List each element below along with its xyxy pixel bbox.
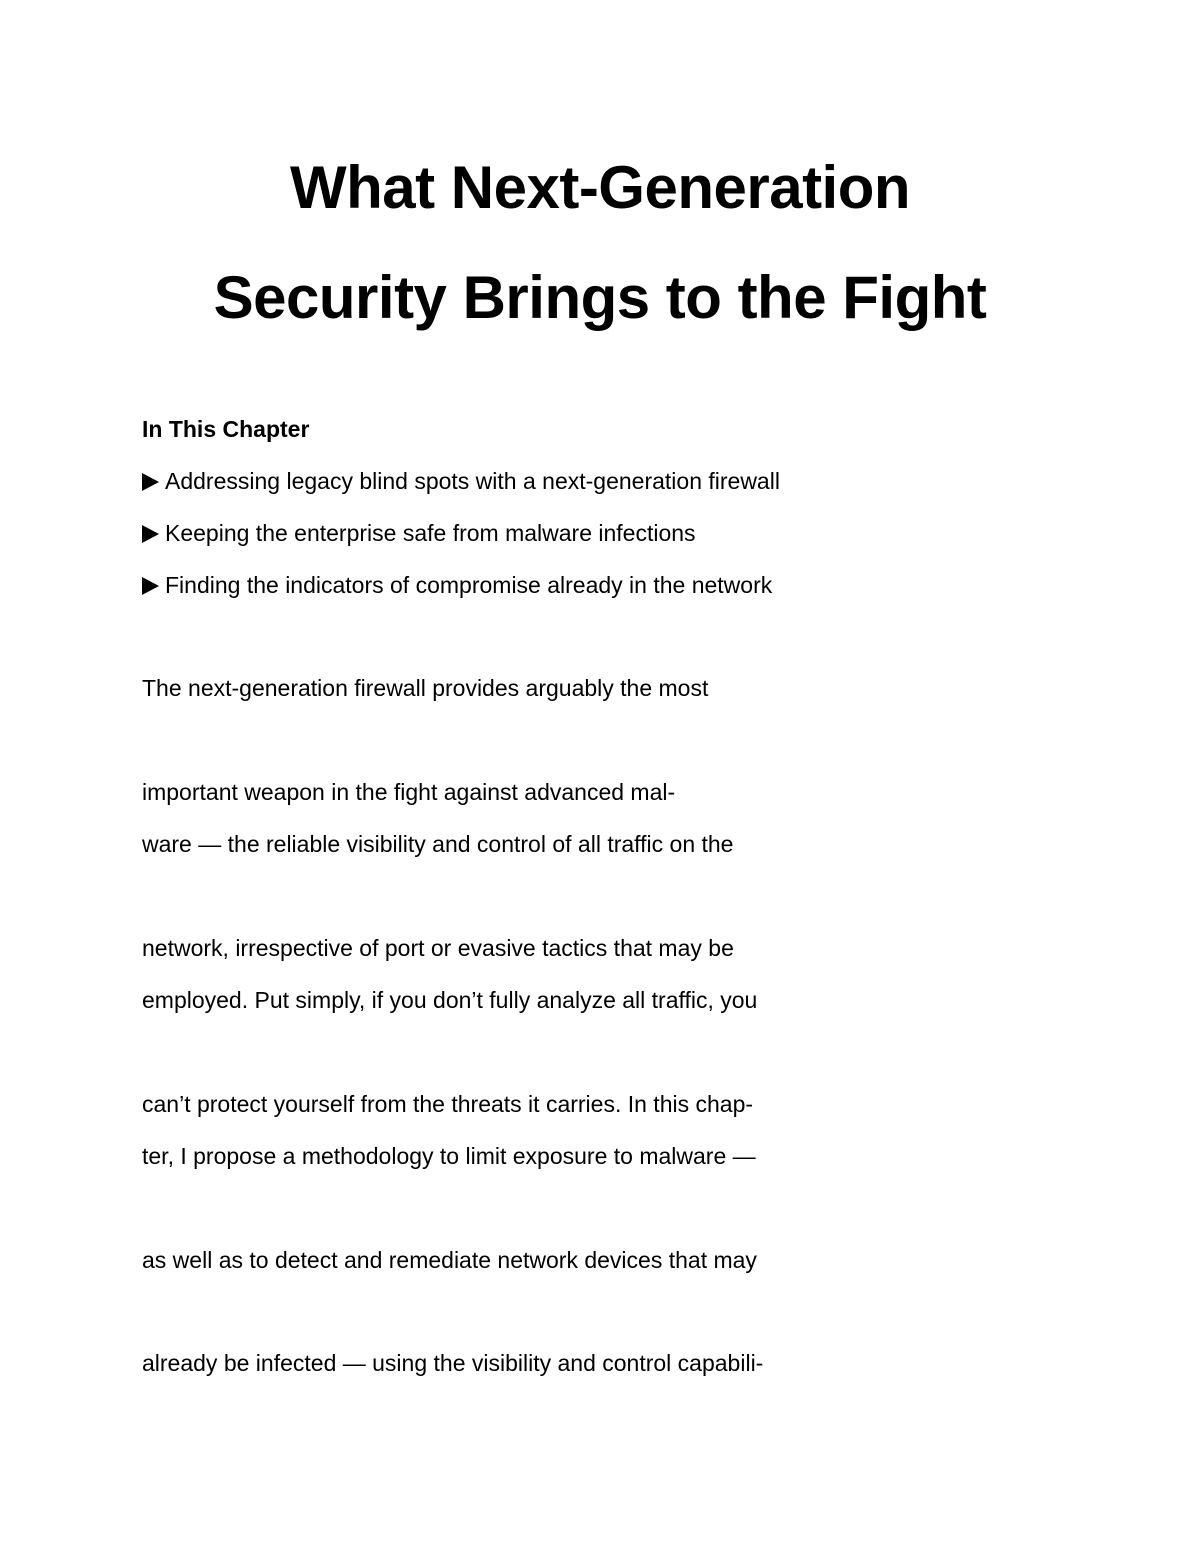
chapter-bullet-item — [142, 570, 772, 600]
body-text-line: ter, I propose a methodology to limit exposure to malware — — [142, 1143, 756, 1169]
bullet-text: Addressing legacy blind spots with a next-generation firewall — [165, 468, 780, 494]
body-text-line: can’t protect yourself from the threats it carries. In this chap- — [142, 1091, 754, 1117]
body-text-line: employed. Put simply, if you don’t fully analyze all traffic, you — [142, 987, 758, 1013]
chapter-title-line-2: Security Brings to the Fight — [213, 264, 987, 331]
body-text-line: network, irrespective of port or evasive tactics that may be — [142, 935, 734, 961]
chapter-title-line-1: What Next-Generation — [289, 154, 911, 221]
triangle-bullet-icon — [142, 525, 159, 543]
body-text-line: ware — the reliable visibility and control of all traffic on the — [142, 831, 734, 857]
body-text-line: important weapon in the fight against advanced mal- — [142, 779, 676, 805]
triangle-bullet-icon — [142, 577, 159, 595]
in-this-chapter-heading: In This Chapter — [142, 416, 310, 442]
chapter-bullet-item — [142, 518, 696, 548]
body-text-line: already be infected — using the visibility and control capabili- — [142, 1350, 764, 1376]
chapter-bullet-item — [142, 466, 780, 496]
bullet-text: Keeping the enterprise safe from malware infections — [165, 520, 696, 546]
triangle-bullet-icon — [142, 473, 159, 491]
body-text-line: as well as to detect and remediate network devices that may — [142, 1247, 757, 1273]
bullet-text: Finding the indicators of compromise already in the network — [165, 572, 773, 598]
body-text-line: The next-generation firewall provides arguably the most — [142, 675, 709, 701]
